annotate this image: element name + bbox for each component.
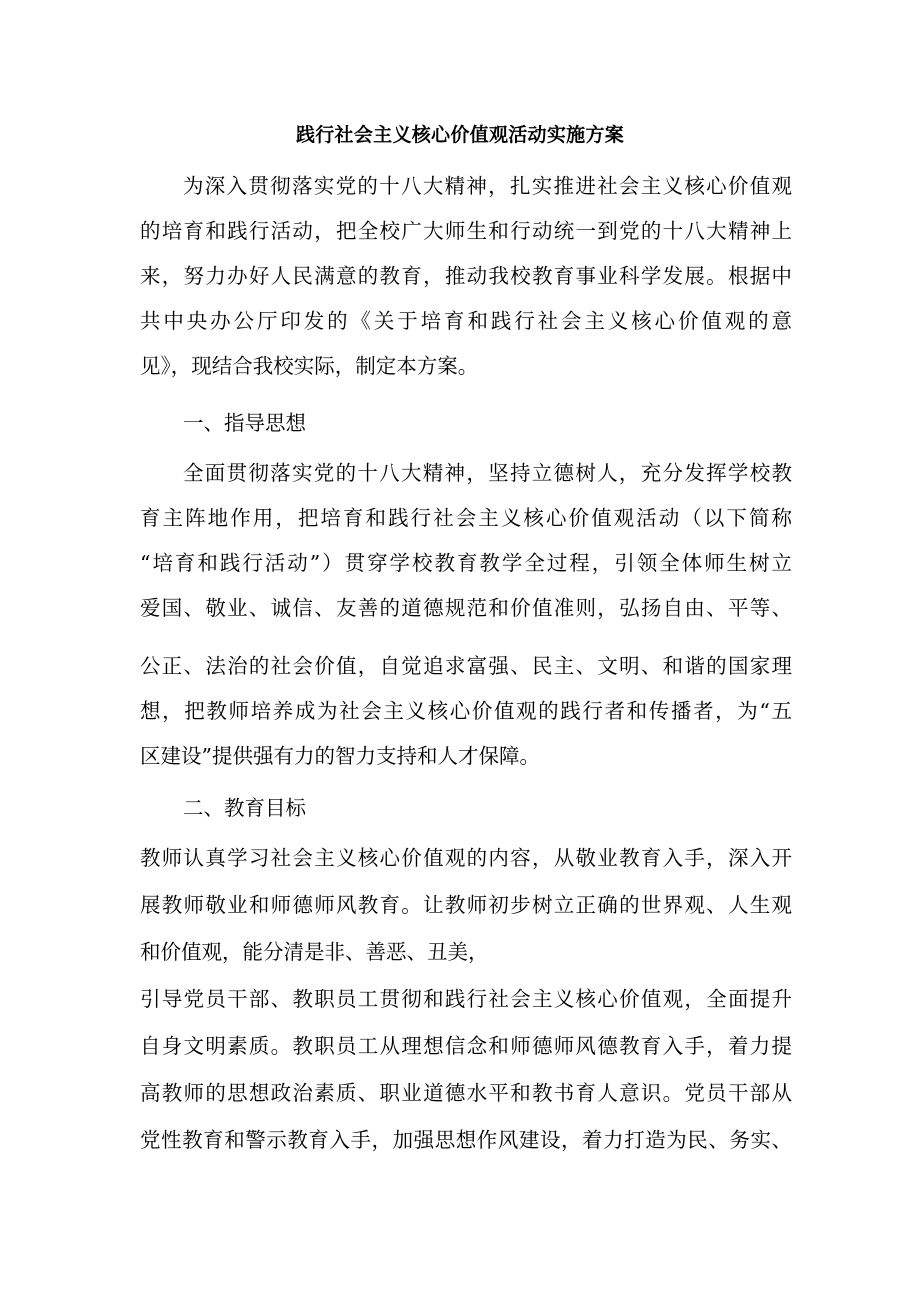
paragraph-line: 想，把教师培养成为社会主义核心价值观的践行者和传播者，为“五 [140,699,792,723]
paragraph-line: 见》，现结合我校实际，制定本方案。 [140,354,479,378]
paragraph-line: 自身文明素质。教职员工从理想信念和师德师风德教育入手，着力提 [140,1034,792,1058]
paragraph-line: 教师认真学习社会主义核心价值观的内容，从敬业教育入手，深入开 [140,846,792,870]
paragraph-line: 共中央办公厅印发的《关于培育和践行社会主义核心价值观的意 [140,309,792,333]
section-heading: 二、教育目标 [183,796,306,820]
paragraph-line: 来，努力办好人民满意的教育，推动我校教育事业科学发展。根据中 [140,264,792,288]
paragraph-line: 引导党员干部、教职员工贯彻和践行社会主义核心价值观，全面提升 [140,987,792,1011]
paragraph-line: 为深入贯彻落实党的十八大精神，扎实推进社会主义核心价值观 [183,174,792,198]
paragraph-line: 展教师敬业和师德师风教育。让教师初步树立正确的世界观、人生观 [140,893,792,917]
paragraph-line: “培育和践行活动”）贯穿学校教育教学全过程，引领全体师生树立 [140,551,792,575]
paragraph-line: 党性教育和警示教育入手，加强思想作风建设，着力打造为民、务实、 [140,1128,792,1152]
paragraph-line: 和价值观，能分清是非、善恶、丑美， [140,940,489,964]
section-heading: 一、指导思想 [183,411,306,435]
paragraph-line: 全面贯彻落实党的十八大精神，坚持立德树人，充分发挥学校教 [183,461,792,485]
paragraph-line: 公正、法治的社会价值，自觉追求富强、民主、文明、和谐的国家理 [140,654,792,678]
paragraph-line: 育主阵地作用，把培育和践行社会主义核心价值观活动（以下简称 [140,506,792,530]
paragraph-line: 爱国、敬业、诚信、友善的道德规范和价值准则，弘扬自由、平等、 [140,596,792,620]
paragraph-line: 的培育和践行活动，把全校广大师生和行动统一到党的十八大精神上 [140,219,792,243]
paragraph-line: 高教师的思想政治素质、职业道德水平和教书育人意识。党员干部从 [140,1081,792,1105]
document-title: 践行社会主义核心价值观活动实施方案 [295,124,625,146]
paragraph-line: 区建设”提供强有力的智力支持和人才保障。 [140,744,540,768]
